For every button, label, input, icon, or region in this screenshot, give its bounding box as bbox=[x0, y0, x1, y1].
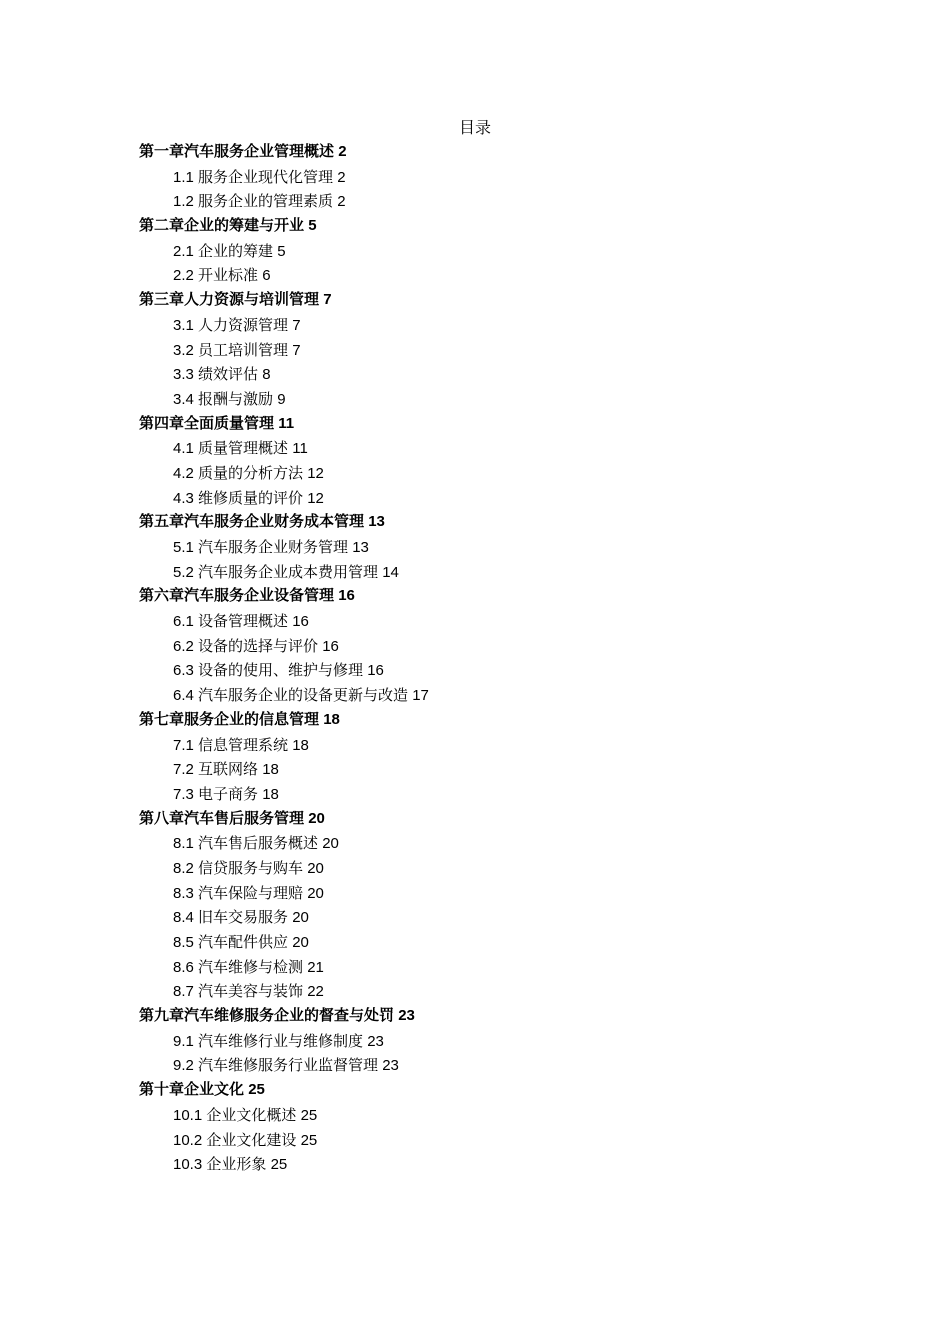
toc-entry-page-number: 5 bbox=[308, 217, 317, 235]
toc-entry-text: 企业文化建设 bbox=[206, 1130, 297, 1149]
toc-section-entry[interactable] bbox=[139, 609, 839, 634]
toc-entry-number: 3.2 bbox=[173, 341, 194, 359]
toc-entry-page-number: 7 bbox=[292, 316, 301, 334]
toc-entry-text: 第十章企业文化 bbox=[139, 1081, 245, 1099]
toc-chapter-entry[interactable] bbox=[139, 708, 839, 733]
toc-entry-text: 第八章汽车售后服务管理 bbox=[139, 809, 305, 827]
toc-entry-number: 6.3 bbox=[173, 662, 194, 680]
toc-entry-page-number: 2 bbox=[338, 143, 347, 160]
toc-entry-text: 汽车配件供应 bbox=[198, 933, 289, 951]
toc-section-entry[interactable] bbox=[139, 1053, 839, 1078]
toc-chapter-entry[interactable] bbox=[139, 584, 839, 609]
toc-section-entry[interactable] bbox=[139, 1128, 839, 1153]
toc-entry-page-number: 20 bbox=[292, 909, 309, 927]
toc-section-entry[interactable] bbox=[139, 1103, 839, 1128]
toc-entry-page-number: 25 bbox=[300, 1106, 318, 1124]
toc-entry-text: 汽车美容与装饰 bbox=[198, 982, 304, 1001]
toc-entry-number: 8.5 bbox=[173, 934, 194, 951]
toc-section-entry[interactable] bbox=[139, 387, 839, 412]
toc-entry-number: 5.1 bbox=[173, 539, 194, 556]
toc-section-entry[interactable] bbox=[139, 782, 839, 807]
toc-entry-number: 3.3 bbox=[173, 366, 194, 384]
toc-section-entry[interactable] bbox=[139, 338, 839, 363]
toc-chapter-entry[interactable] bbox=[139, 1078, 839, 1103]
toc-entry-page-number: 6 bbox=[262, 267, 271, 285]
toc-section-entry[interactable] bbox=[139, 263, 839, 288]
toc-entry-page-number: 17 bbox=[412, 687, 429, 705]
toc-entry-page-number: 12 bbox=[307, 464, 324, 482]
toc-section-entry[interactable] bbox=[139, 189, 839, 214]
toc-entry-number: 8.3 bbox=[173, 884, 194, 902]
toc-entry-page-number: 14 bbox=[382, 563, 399, 581]
toc-entry-page-number: 23 bbox=[367, 1032, 384, 1050]
toc-entry-number: 8.4 bbox=[173, 909, 194, 927]
toc-entry-text: 信贷服务与购车 bbox=[198, 858, 304, 877]
toc-entry-text: 开业标准 bbox=[198, 266, 259, 285]
toc-section-entry[interactable] bbox=[139, 930, 839, 955]
toc-chapter-entry[interactable] bbox=[139, 807, 839, 832]
toc-entry-page-number: 18 bbox=[262, 761, 279, 779]
toc-entry-number: 2.2 bbox=[173, 267, 194, 285]
toc-entry-page-number: 2 bbox=[337, 168, 346, 186]
toc-title: 目录 bbox=[458, 118, 491, 137]
toc-entry-text: 企业文化概述 bbox=[206, 1105, 297, 1124]
toc-entry-number: 10.3 bbox=[173, 1156, 203, 1174]
toc-entry-number: 8.2 bbox=[173, 859, 194, 877]
toc-section-entry[interactable] bbox=[139, 1029, 839, 1054]
toc-chapter-entry[interactable] bbox=[139, 214, 839, 239]
toc-entry-text: 第六章汽车服务企业设备管理 bbox=[139, 587, 335, 605]
toc-entry-page-number: 25 bbox=[300, 1131, 318, 1149]
toc-entry-number: 5.2 bbox=[173, 563, 194, 581]
toc-entry-text: 企业的筹建 bbox=[198, 241, 274, 260]
toc-entry-text: 汽车维修与检测 bbox=[198, 957, 304, 976]
toc-entry-page-number: 13 bbox=[368, 513, 385, 531]
toc-section-entry[interactable] bbox=[139, 683, 839, 708]
toc-entry-page-number: 16 bbox=[367, 662, 384, 680]
toc-entry-page-number: 20 bbox=[307, 884, 324, 902]
toc-section-entry[interactable] bbox=[139, 733, 839, 758]
toc-section-entry[interactable] bbox=[139, 535, 839, 560]
toc-entry-page-number: 11 bbox=[292, 440, 308, 458]
toc-entry-text: 第一章汽车服务企业管理概述 bbox=[139, 143, 335, 160]
toc-entry-text: 汽车服务企业财务管理 bbox=[198, 538, 349, 556]
toc-chapter-entry[interactable] bbox=[139, 140, 839, 165]
toc-entry-text: 质量管理概述 bbox=[198, 439, 289, 458]
toc-section-entry[interactable] bbox=[139, 362, 839, 387]
toc-entry-number: 7.1 bbox=[173, 736, 194, 754]
toc-entry-text: 汽车售后服务概述 bbox=[198, 834, 319, 853]
toc-entry-text: 第九章汽车维修服务企业的督查与处罚 bbox=[139, 1007, 395, 1025]
toc-section-entry[interactable] bbox=[139, 486, 839, 511]
toc-section-entry[interactable] bbox=[139, 881, 839, 906]
toc-chapter-entry[interactable] bbox=[139, 1004, 839, 1029]
toc-entry-text: 互联网络 bbox=[198, 760, 259, 779]
toc-entry-number: 1.1 bbox=[173, 168, 194, 186]
toc-section-entry[interactable] bbox=[139, 757, 839, 782]
toc-entry-page-number: 18 bbox=[262, 785, 279, 803]
toc-entry-text: 汽车服务企业成本费用管理 bbox=[198, 562, 379, 581]
toc-entry-page-number: 11 bbox=[278, 414, 295, 432]
toc-section-entry[interactable] bbox=[139, 856, 839, 881]
toc-entry-page-number: 16 bbox=[292, 613, 309, 631]
toc-section-entry[interactable] bbox=[139, 165, 839, 190]
toc-entry-number: 4.3 bbox=[173, 489, 194, 507]
toc-chapter-entry[interactable] bbox=[139, 412, 839, 437]
toc-section-entry[interactable] bbox=[139, 634, 839, 659]
toc-entry-page-number: 7 bbox=[323, 291, 332, 309]
toc-entry-page-number: 7 bbox=[292, 341, 301, 359]
toc-section-entry[interactable] bbox=[139, 831, 839, 856]
toc-entry-number: 10.2 bbox=[173, 1131, 203, 1149]
toc-section-entry[interactable] bbox=[139, 955, 839, 980]
toc-section-entry[interactable] bbox=[139, 905, 839, 930]
toc-entry-page-number: 5 bbox=[277, 242, 286, 260]
toc-entry-number: 7.2 bbox=[173, 761, 194, 779]
toc-entry-text: 第七章服务企业的信息管理 bbox=[139, 710, 320, 728]
toc-entry-number: 8.7 bbox=[173, 983, 194, 1001]
toc-entry-page-number: 16 bbox=[338, 587, 355, 605]
toc-entry-number: 4.2 bbox=[173, 464, 194, 482]
toc-entry-text: 汽车维修服务行业监督管理 bbox=[198, 1056, 379, 1075]
toc-entry-page-number: 25 bbox=[248, 1081, 265, 1099]
toc-entry-number: 1.2 bbox=[173, 193, 194, 211]
toc-chapter-entry[interactable] bbox=[139, 288, 839, 313]
toc-entry-text: 电子商务 bbox=[198, 784, 259, 803]
toc-section-entry[interactable] bbox=[139, 658, 839, 683]
toc-entry-text: 质量的分析方法 bbox=[198, 463, 304, 482]
toc-entry-page-number: 18 bbox=[292, 736, 309, 754]
toc-entry-page-number: 20 bbox=[307, 859, 324, 877]
toc-entry-page-number: 13 bbox=[352, 539, 369, 556]
toc-entry-number: 3.4 bbox=[173, 390, 194, 408]
toc-entry-text: 服务企业现代化管理 bbox=[198, 167, 334, 186]
toc-entry-number: 7.3 bbox=[173, 785, 194, 803]
toc-entry-text: 第五章汽车服务企业财务成本管理 bbox=[139, 513, 365, 531]
toc-entry-text: 第四章全面质量管理 bbox=[139, 414, 275, 432]
toc-entry-text: 汽车服务企业的设备更新与改造 bbox=[198, 686, 409, 705]
toc-entry-text: 设备的选择与评价 bbox=[198, 636, 319, 655]
toc-entry-text: 设备管理概述 bbox=[198, 612, 289, 631]
toc-entry-text: 绩效评估 bbox=[198, 365, 259, 384]
toc-entry-text: 企业形象 bbox=[206, 1155, 267, 1174]
toc-list bbox=[139, 140, 839, 1177]
toc-entry-page-number: 22 bbox=[307, 983, 324, 1001]
toc-entry-page-number: 8 bbox=[262, 366, 271, 384]
toc-entry-number: 6.4 bbox=[173, 687, 194, 705]
toc-entry-text: 服务企业的管理素质 bbox=[198, 192, 334, 211]
toc-section-entry[interactable] bbox=[139, 1152, 839, 1177]
toc-entry-page-number: 2 bbox=[337, 193, 346, 211]
toc-entry-number: 9.2 bbox=[173, 1057, 194, 1075]
toc-entry-number: 8.1 bbox=[173, 835, 194, 853]
toc-entry-text: 人力资源管理 bbox=[198, 315, 289, 334]
toc-entry-number: 6.1 bbox=[173, 613, 194, 631]
toc-entry-page-number: 18 bbox=[323, 710, 340, 728]
toc-entry-page-number: 20 bbox=[292, 934, 309, 951]
toc-entry-page-number: 21 bbox=[307, 958, 324, 976]
toc-entry-text: 维修质量的评价 bbox=[198, 488, 304, 507]
toc-section-entry[interactable] bbox=[139, 461, 839, 486]
toc-chapter-entry[interactable] bbox=[139, 510, 839, 535]
toc-entry-page-number: 20 bbox=[322, 835, 339, 853]
toc-entry-text: 第三章人力资源与培训管理 bbox=[139, 291, 320, 309]
toc-entry-page-number: 25 bbox=[270, 1156, 288, 1174]
toc-entry-number: 2.1 bbox=[173, 242, 194, 260]
toc-entry-number: 4.1 bbox=[173, 440, 194, 458]
toc-entry-number: 6.2 bbox=[173, 637, 194, 655]
toc-entry-number: 10.1 bbox=[173, 1106, 203, 1124]
toc-entry-text: 设备的使用、维护与修理 bbox=[198, 661, 364, 680]
toc-section-entry[interactable] bbox=[139, 239, 839, 264]
toc-section-entry[interactable] bbox=[139, 436, 839, 461]
toc-section-entry[interactable] bbox=[139, 560, 839, 585]
toc-entry-text: 员工培训管理 bbox=[198, 340, 289, 359]
toc-entry-text: 汽车保险与理赔 bbox=[198, 883, 304, 902]
toc-section-entry[interactable] bbox=[139, 979, 839, 1004]
toc-entry-text: 旧车交易服务 bbox=[198, 908, 289, 927]
toc-entry-text: 汽车维修行业与维修制度 bbox=[198, 1031, 364, 1050]
toc-entry-text: 信息管理系统 bbox=[198, 735, 289, 754]
toc-entry-page-number: 23 bbox=[382, 1057, 399, 1075]
toc-entry-number: 3.1 bbox=[173, 316, 194, 334]
toc-entry-page-number: 23 bbox=[398, 1007, 415, 1025]
toc-entry-text: 第二章企业的筹建与开业 bbox=[139, 217, 305, 235]
toc-entry-number: 8.6 bbox=[173, 958, 194, 976]
toc-section-entry[interactable] bbox=[139, 313, 839, 338]
toc-entry-number: 9.1 bbox=[173, 1032, 194, 1050]
toc-entry-page-number: 12 bbox=[307, 489, 324, 507]
toc-entry-page-number: 16 bbox=[322, 637, 339, 655]
toc-entry-page-number: 20 bbox=[308, 809, 325, 827]
toc-entry-text: 报酬与激励 bbox=[198, 389, 274, 408]
toc-entry-page-number: 9 bbox=[277, 390, 286, 408]
